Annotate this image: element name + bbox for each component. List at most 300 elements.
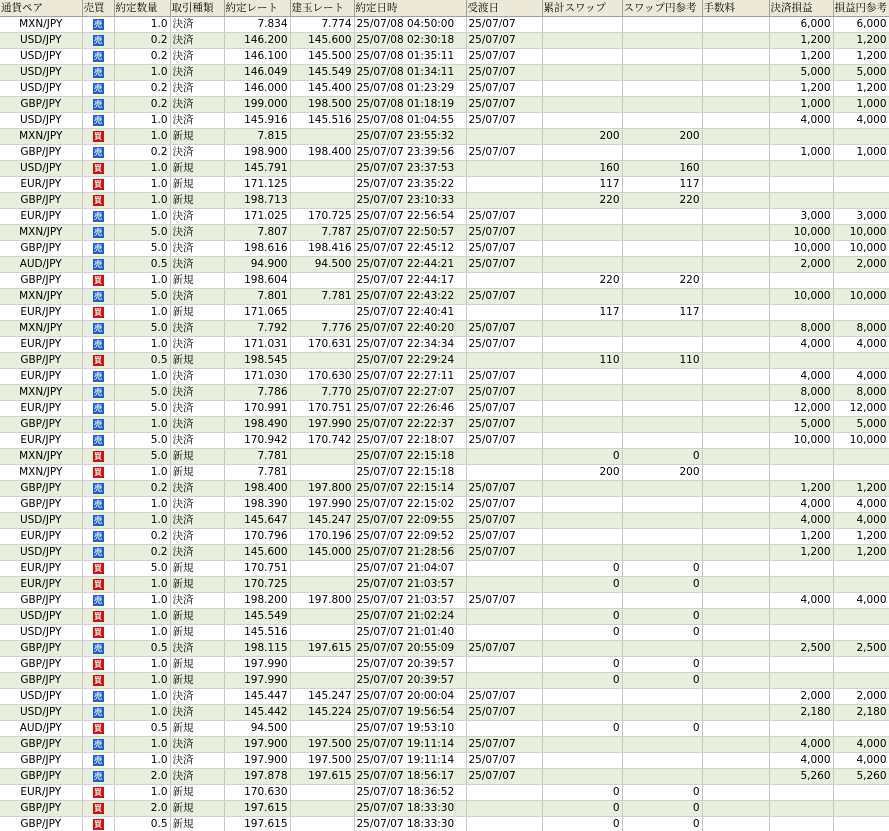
cell-pnl-yen: 10,000 [833,433,889,449]
cell-qty: 1.0 [114,465,170,481]
cell-swap: 220 [542,193,622,209]
table-row[interactable] [0,785,889,801]
cell-delivery: 25/07/07 [466,17,542,33]
cell-side [82,145,114,161]
cell-pnl-yen [833,657,889,673]
cell-swap-yen: 0 [622,801,702,817]
cell-pnl [769,161,833,177]
cell-side [82,465,114,481]
cell-pair: GBP/JPY [0,753,82,769]
cell-rate: 197.900 [224,737,290,753]
table-row[interactable] [0,401,889,417]
table-row[interactable] [0,225,889,241]
cell-datetime: 25/07/07 23:35:22 [354,177,466,193]
cell-rate: 197.878 [224,769,290,785]
cell-datetime: 25/07/07 22:27:11 [354,369,466,385]
cell-datetime: 25/07/07 23:37:53 [354,161,466,177]
cell-pnl: 8,000 [769,321,833,337]
table-row[interactable] [0,545,889,561]
cell-pair: AUD/JPY [0,721,82,737]
cell-side [82,17,114,33]
cell-fee [702,657,769,673]
column-header-side[interactable]: 売買 [82,0,114,17]
cell-type: 決済 [170,641,224,657]
cell-delivery: 25/07/07 [466,417,542,433]
table-row[interactable] [0,673,889,689]
cell-delivery [466,577,542,593]
cell-fee [702,273,769,289]
table-row[interactable] [0,33,889,49]
cell-rate: 145.549 [224,609,290,625]
table-row[interactable] [0,529,889,545]
table-row[interactable] [0,433,889,449]
cell-pair: EUR/JPY [0,785,82,801]
column-header-pnl[interactable]: 決済損益 [769,0,833,17]
table-row[interactable] [0,593,889,609]
cell-datetime: 25/07/07 18:36:52 [354,785,466,801]
cell-qty: 0.5 [114,257,170,273]
cell-pnl: 10,000 [769,289,833,305]
cell-fee [702,769,769,785]
cell-qty: 1.0 [114,129,170,145]
cell-datetime: 25/07/07 22:40:20 [354,321,466,337]
cell-swap [542,481,622,497]
column-header-open-rate[interactable]: 建玉レート [290,0,354,17]
cell-side [82,561,114,577]
table-row[interactable] [0,81,889,97]
cell-pair: GBP/JPY [0,817,82,831]
cell-datetime: 25/07/07 20:39:57 [354,657,466,673]
table-row[interactable] [0,385,889,401]
table-row[interactable] [0,17,889,33]
cell-type: 決済 [170,209,224,225]
cell-fee [702,353,769,369]
cell-swap [542,241,622,257]
column-header-datetime[interactable]: 約定日時 [354,0,466,17]
cell-swap-yen: 160 [622,161,702,177]
cell-open-rate [290,465,354,481]
cell-rate: 146.049 [224,65,290,81]
table-row[interactable] [0,305,889,321]
table-row[interactable] [0,417,889,433]
cell-swap-yen: 220 [622,193,702,209]
cell-swap-yen [622,257,702,273]
cell-side [82,353,114,369]
cell-swap: 0 [542,657,622,673]
cell-delivery: 25/07/07 [466,689,542,705]
sell-badge: 売 [94,515,102,525]
table-row[interactable] [0,625,889,641]
cell-open-rate [290,353,354,369]
cell-fee [702,113,769,129]
cell-datetime: 25/07/07 21:03:57 [354,593,466,609]
table-row[interactable] [0,289,889,305]
cell-pnl-yen: 4,000 [833,737,889,753]
cell-fee [702,545,769,561]
cell-open-rate [290,449,354,465]
cell-datetime: 25/07/07 22:15:18 [354,465,466,481]
cell-pnl: 1,200 [769,49,833,65]
table-row[interactable] [0,481,889,497]
cell-rate: 170.991 [224,401,290,417]
column-header-swap[interactable]: 累計スワップ [542,0,622,17]
cell-side [82,497,114,513]
cell-pnl-yen: 5,260 [833,769,889,785]
cell-qty: 1.0 [114,657,170,673]
cell-type: 新規 [170,193,224,209]
cell-datetime: 25/07/07 22:40:41 [354,305,466,321]
cell-qty: 5.0 [114,433,170,449]
cell-qty: 0.2 [114,145,170,161]
cell-rate: 7.781 [224,465,290,481]
cell-datetime: 25/07/07 19:56:54 [354,705,466,721]
cell-swap-yen: 0 [622,449,702,465]
cell-fee [702,65,769,81]
cell-pnl-yen: 6,000 [833,17,889,33]
cell-pair: GBP/JPY [0,273,82,289]
column-header-qty[interactable]: 約定数量 [114,0,170,17]
table-row[interactable] [0,97,889,113]
buy-badge: 買 [94,275,102,285]
sell-badge: 売 [94,67,102,77]
cell-qty: 5.0 [114,321,170,337]
cell-pair: EUR/JPY [0,577,82,593]
table-row[interactable] [0,497,889,513]
table-row[interactable] [0,353,889,369]
cell-rate: 198.115 [224,641,290,657]
cell-pair: GBP/JPY [0,673,82,689]
cell-pnl [769,193,833,209]
sell-badge: 売 [94,259,102,269]
cell-qty: 0.2 [114,33,170,49]
sell-badge: 売 [94,147,102,157]
cell-open-rate: 145.516 [290,113,354,129]
column-header-rate[interactable]: 約定レート [224,0,290,17]
buy-badge: 買 [94,675,102,685]
cell-swap-yen [622,705,702,721]
cell-delivery: 25/07/07 [466,49,542,65]
cell-swap [542,497,622,513]
cell-pnl [769,449,833,465]
cell-pnl-yen: 8,000 [833,321,889,337]
table-row[interactable] [0,801,889,817]
cell-delivery: 25/07/07 [466,337,542,353]
cell-fee [702,593,769,609]
cell-type: 新規 [170,161,224,177]
table-row[interactable] [0,657,889,673]
buy-badge: 買 [94,611,102,621]
buy-badge: 買 [94,659,102,669]
table-row[interactable] [0,449,889,465]
table-row[interactable] [0,273,889,289]
table-row[interactable] [0,145,889,161]
cell-swap [542,433,622,449]
table-row[interactable] [0,193,889,209]
table-row[interactable] [0,369,889,385]
cell-datetime: 25/07/07 21:02:24 [354,609,466,625]
cell-pnl-yen [833,561,889,577]
cell-pnl [769,561,833,577]
table-header [0,0,889,17]
cell-fee [702,625,769,641]
cell-open-rate [290,273,354,289]
cell-swap-yen: 0 [622,785,702,801]
cell-delivery: 25/07/07 [466,753,542,769]
cell-datetime: 25/07/07 20:55:09 [354,641,466,657]
cell-rate: 197.990 [224,673,290,689]
sell-badge: 売 [94,595,102,605]
cell-side [82,97,114,113]
cell-swap [542,321,622,337]
cell-qty: 0.5 [114,641,170,657]
cell-side [82,737,114,753]
cell-side [82,33,114,49]
cell-pnl-yen: 10,000 [833,289,889,305]
cell-pnl [769,801,833,817]
table-row[interactable] [0,129,889,145]
buy-badge: 買 [94,803,102,813]
cell-qty: 0.2 [114,97,170,113]
cell-datetime: 25/07/07 22:45:12 [354,241,466,257]
cell-type: 決済 [170,337,224,353]
cell-fee [702,801,769,817]
cell-swap: 0 [542,785,622,801]
cell-swap-yen [622,49,702,65]
cell-open-rate: 170.742 [290,433,354,449]
cell-side [82,593,114,609]
cell-pair: AUD/JPY [0,257,82,273]
cell-datetime: 25/07/08 01:18:19 [354,97,466,113]
column-header-type[interactable]: 取引種類 [170,0,224,17]
cell-open-rate: 170.631 [290,337,354,353]
cell-side [82,577,114,593]
table-row[interactable] [0,65,889,81]
cell-swap-yen [622,369,702,385]
table-row[interactable] [0,689,889,705]
cell-open-rate [290,177,354,193]
cell-pnl: 5,000 [769,65,833,81]
cell-open-rate: 197.990 [290,497,354,513]
cell-swap-yen: 200 [622,129,702,145]
cell-pnl-yen: 2,000 [833,257,889,273]
table-row[interactable] [0,177,889,193]
cell-pair: GBP/JPY [0,145,82,161]
sell-badge: 売 [94,371,102,381]
cell-delivery: 25/07/07 [466,33,542,49]
cell-open-rate: 197.500 [290,737,354,753]
cell-qty: 0.5 [114,817,170,831]
cell-rate: 170.630 [224,785,290,801]
cell-pnl: 4,000 [769,737,833,753]
cell-pair: USD/JPY [0,625,82,641]
cell-fee [702,513,769,529]
cell-pnl-yen [833,129,889,145]
cell-fee [702,401,769,417]
cell-qty: 1.0 [114,609,170,625]
cell-swap-yen [622,513,702,529]
cell-delivery [466,129,542,145]
buy-badge: 買 [94,627,102,637]
sell-badge: 売 [94,339,102,349]
table-row[interactable] [0,161,889,177]
cell-datetime: 25/07/07 21:28:56 [354,545,466,561]
cell-type: 決済 [170,81,224,97]
buy-badge: 買 [94,355,102,365]
cell-qty: 1.0 [114,209,170,225]
table-row[interactable] [0,321,889,337]
cell-swap-yen [622,33,702,49]
table-row[interactable] [0,753,889,769]
table-row[interactable] [0,241,889,257]
cell-type: 新規 [170,673,224,689]
cell-swap-yen [622,481,702,497]
cell-rate: 198.490 [224,417,290,433]
column-header-fee[interactable]: 手数料 [702,0,769,17]
cell-rate: 198.713 [224,193,290,209]
cell-datetime: 25/07/07 21:01:40 [354,625,466,641]
cell-pair: EUR/JPY [0,529,82,545]
cell-pair: GBP/JPY [0,97,82,113]
cell-delivery: 25/07/07 [466,81,542,97]
table-row[interactable] [0,113,889,129]
table-row[interactable] [0,609,889,625]
sell-badge: 売 [94,387,102,397]
cell-pair: MXN/JPY [0,129,82,145]
sell-badge: 売 [94,323,102,333]
cell-datetime: 25/07/07 18:33:30 [354,801,466,817]
cell-open-rate [290,801,354,817]
cell-swap [542,65,622,81]
cell-open-rate [290,609,354,625]
cell-pnl-yen: 1,200 [833,545,889,561]
table-row[interactable] [0,769,889,785]
cell-swap-yen [622,753,702,769]
cell-fee [702,753,769,769]
cell-qty: 1.0 [114,737,170,753]
table-row[interactable] [0,337,889,353]
table-row[interactable] [0,817,889,831]
cell-pair: GBP/JPY [0,593,82,609]
cell-qty: 1.0 [114,305,170,321]
cell-delivery: 25/07/07 [466,593,542,609]
cell-pnl-yen: 1,200 [833,481,889,497]
cell-swap-yen: 0 [622,817,702,831]
cell-pair: GBP/JPY [0,497,82,513]
cell-rate: 198.900 [224,145,290,161]
cell-open-rate [290,161,354,177]
cell-type: 新規 [170,785,224,801]
cell-pnl [769,721,833,737]
cell-qty: 0.5 [114,353,170,369]
cell-swap [542,513,622,529]
cell-fee [702,785,769,801]
cell-type: 新規 [170,817,224,831]
cell-swap [542,737,622,753]
table-row[interactable] [0,737,889,753]
cell-fee [702,81,769,97]
cell-qty: 1.0 [114,785,170,801]
cell-qty: 0.5 [114,721,170,737]
cell-fee [702,465,769,481]
cell-pnl-yen: 4,000 [833,593,889,609]
cell-pnl-yen: 12,000 [833,401,889,417]
cell-delivery: 25/07/07 [466,257,542,273]
table-row[interactable] [0,209,889,225]
cell-datetime: 25/07/07 22:22:37 [354,417,466,433]
column-header-swap-yen[interactable]: スワップ円参考 [622,0,702,17]
cell-qty: 5.0 [114,401,170,417]
cell-type: 決済 [170,417,224,433]
cell-rate: 171.031 [224,337,290,353]
cell-pnl-yen [833,161,889,177]
table-row[interactable] [0,49,889,65]
cell-rate: 171.025 [224,209,290,225]
cell-fee [702,161,769,177]
table-row[interactable] [0,513,889,529]
cell-qty: 1.0 [114,593,170,609]
cell-type: 決済 [170,769,224,785]
cell-open-rate: 197.990 [290,417,354,433]
cell-pnl [769,129,833,145]
sell-badge: 売 [94,51,102,61]
cell-swap: 0 [542,609,622,625]
cell-pnl [769,177,833,193]
column-header-pnl-yen[interactable]: 損益円参考 [833,0,889,17]
cell-rate: 145.516 [224,625,290,641]
table-row[interactable] [0,465,889,481]
table-row[interactable] [0,577,889,593]
cell-swap [542,689,622,705]
cell-pnl [769,305,833,321]
cell-pair: USD/JPY [0,81,82,97]
cell-qty: 1.0 [114,689,170,705]
cell-fee [702,689,769,705]
cell-delivery: 25/07/07 [466,529,542,545]
table-row[interactable] [0,641,889,657]
column-header-pair[interactable]: 通貨ペア [0,0,82,17]
cell-pnl-yen [833,801,889,817]
cell-side [82,433,114,449]
cell-side [82,337,114,353]
cell-rate: 198.604 [224,273,290,289]
table-row[interactable] [0,705,889,721]
cell-open-rate: 145.000 [290,545,354,561]
cell-pnl: 1,200 [769,33,833,49]
cell-type: 新規 [170,177,224,193]
column-header-delivery[interactable]: 受渡日 [466,0,542,17]
cell-swap [542,113,622,129]
cell-delivery: 25/07/07 [466,145,542,161]
header-row [0,0,889,17]
cell-type: 決済 [170,17,224,33]
cell-type: 決済 [170,65,224,81]
cell-rate: 145.442 [224,705,290,721]
cell-qty: 1.0 [114,65,170,81]
cell-side [82,321,114,337]
cell-open-rate: 7.776 [290,321,354,337]
table-row[interactable] [0,257,889,273]
cell-pnl: 1,200 [769,481,833,497]
cell-swap-yen: 0 [622,609,702,625]
cell-delivery [466,625,542,641]
table-row[interactable] [0,561,889,577]
cell-open-rate: 170.725 [290,209,354,225]
cell-fee [702,417,769,433]
cell-qty: 1.0 [114,337,170,353]
table-row[interactable] [0,721,889,737]
cell-rate: 145.791 [224,161,290,177]
cell-delivery [466,561,542,577]
